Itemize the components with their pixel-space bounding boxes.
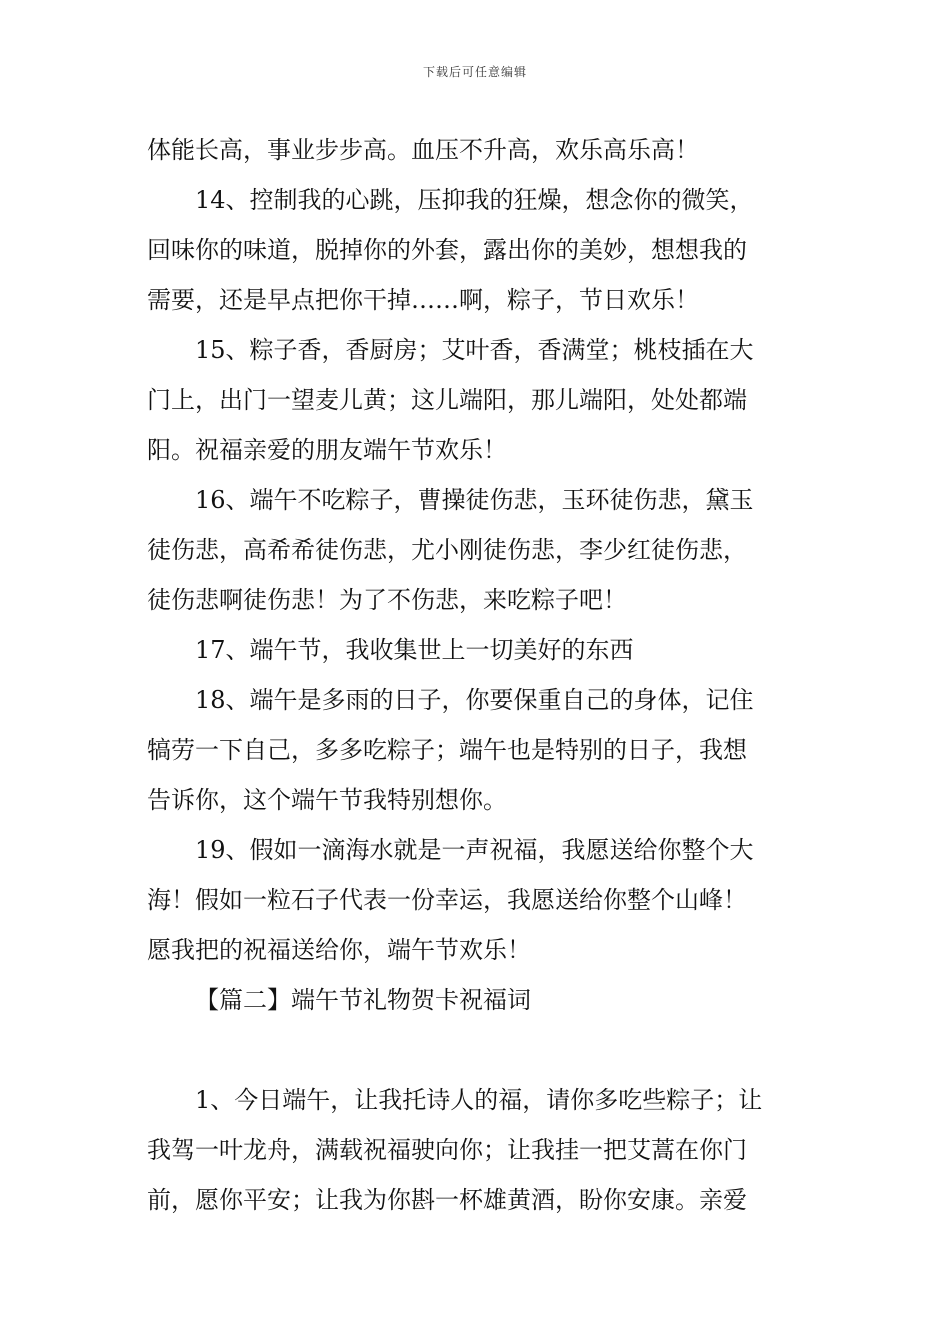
body-line: 愿我把的祝福送给你，端午节欢乐！ [147, 936, 531, 964]
body-line: 回味你的味道，脱掉你的外套，露出你的美妙，想想我的 [147, 236, 747, 264]
body-line: 18、端午是多雨的日子，你要保重自己的身体，记住 [195, 686, 754, 714]
body-line: 门上，出门一望麦儿黄；这儿端阳，那儿端阳，处处都端 [147, 386, 747, 414]
body-line: 徒伤悲啊徒伤悲！为了不伤悲，来吃粽子吧！ [147, 586, 627, 614]
body-line: 14、控制我的心跳，压抑我的狂燥，想念你的微笑， [195, 186, 754, 214]
body-line: 1、今日端午，让我托诗人的福，请你多吃些粽子；让 [195, 1086, 763, 1114]
body-line: 19、假如一滴海水就是一声祝福，我愿送给你整个大 [195, 836, 754, 864]
body-line: 16、端午不吃粽子，曹操徒伤悲，玉环徒伤悲，黛玉 [195, 486, 754, 514]
body-line: 前，愿你平安；让我为你斟一杯雄黄酒，盼你安康。亲爱 [147, 1186, 747, 1214]
body-line: 需要，还是早点把你干掉……啊，粽子，节日欢乐！ [147, 286, 699, 314]
body-line: 告诉你，这个端午节我特别想你。 [147, 786, 507, 814]
body-line: 徒伤悲，高希希徒伤悲，尤小刚徒伤悲，李少红徒伤悲， [147, 536, 747, 564]
body-line: 犒劳一下自己，多多吃粽子；端午也是特别的日子，我想 [147, 736, 747, 764]
body-line: 海！假如一粒石子代表一份幸运，我愿送给你整个山峰！ [147, 886, 747, 914]
body-line: 15、粽子香，香厨房；艾叶香，香满堂；桃枝插在大 [195, 336, 754, 364]
section-heading: 【篇二】端午节礼物贺卡祝福词 [195, 986, 531, 1014]
body-line: 17、端午节，我收集世上一切美好的东西 [195, 636, 634, 664]
body-line: 阳。祝福亲爱的朋友端午节欢乐！ [147, 436, 507, 464]
page-header: 下载后可任意编辑 [422, 65, 527, 79]
body-line: 我驾一叶龙舟，满载祝福驶向你；让我挂一把艾蒿在你门 [147, 1136, 747, 1164]
body-line: 体能长高，事业步步高。血压不升高，欢乐高乐高！ [147, 136, 699, 164]
